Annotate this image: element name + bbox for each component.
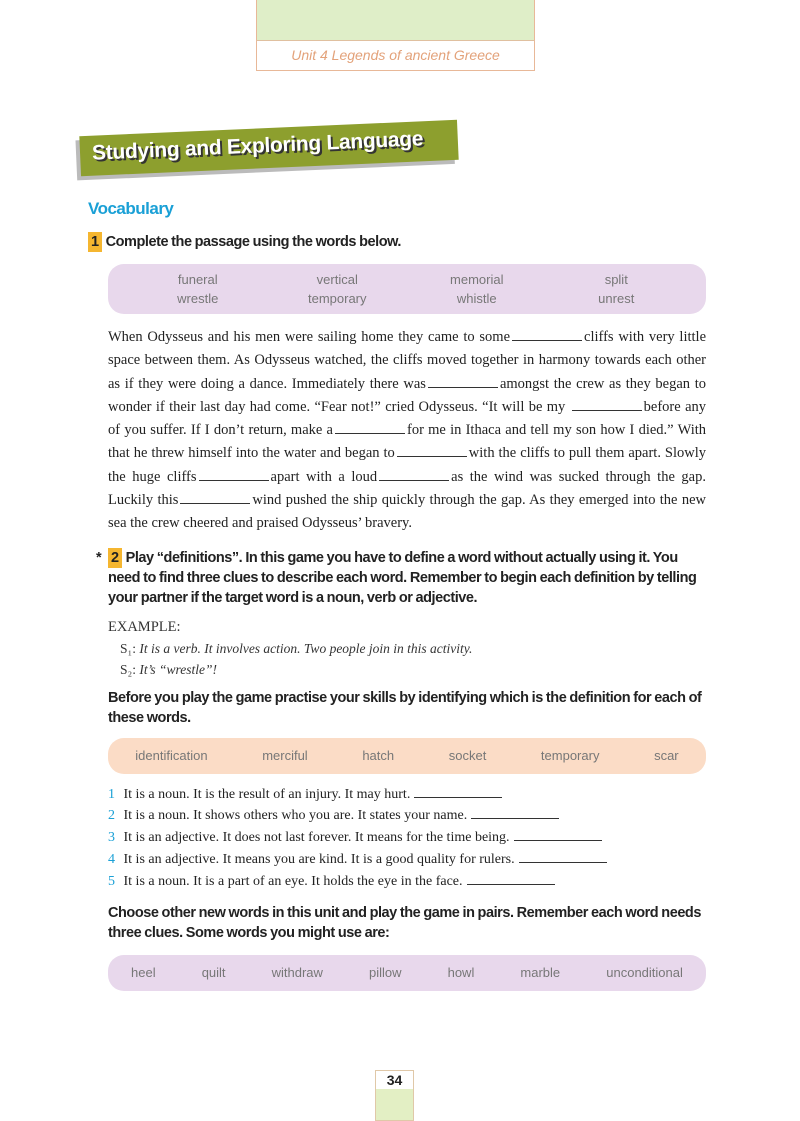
word: howl (447, 965, 475, 981)
list-item (108, 871, 706, 893)
example-text: It is a verb. It involves action. Two people join in this activity. (139, 640, 473, 656)
speaker-label: S₂: (120, 661, 136, 677)
before-instruction: Before you play the game practise your skills by identifying which is the definition for each of these words. (108, 689, 702, 726)
blank[interactable] (379, 468, 449, 481)
word: whistle (456, 291, 497, 306)
list-item (108, 827, 706, 849)
blank[interactable] (180, 491, 250, 504)
item-number: 3 (108, 830, 115, 846)
list-item (108, 784, 706, 806)
passage-text: as the wind was sucked through the gap. Luckily this (108, 468, 706, 509)
example-block (108, 638, 706, 680)
answer-blank[interactable] (519, 852, 607, 863)
word-box-1 (108, 264, 706, 314)
word: marble (520, 965, 561, 981)
word: temporary (540, 748, 600, 764)
choose-instruction: Choose other new words in this unit and play the game in pairs. Remember each word needs three clues. Some words you might use are: (108, 904, 701, 941)
exercise-number: 2 (108, 548, 122, 568)
item-number: 2 (108, 808, 115, 824)
word: identification (135, 748, 208, 764)
blank[interactable] (572, 398, 642, 411)
content-column (88, 0, 706, 1101)
word: withdraw (271, 965, 323, 981)
blank[interactable] (199, 468, 269, 481)
word: hatch (362, 748, 395, 764)
word: vertical (316, 272, 358, 287)
passage-text: When Odysseus and his men were sailing home they came to some (108, 329, 511, 345)
passage-text: with the cliffs to pull them apart. Slowly the huge cliffs (108, 445, 706, 485)
speaker-label: S₁: (120, 640, 136, 656)
word: pillow (369, 965, 402, 981)
word-row (108, 738, 706, 774)
word-row (108, 955, 706, 991)
item-number: 4 (108, 852, 115, 868)
word: quilt (201, 965, 226, 981)
answer-blank[interactable] (414, 787, 502, 798)
blank[interactable] (428, 375, 498, 388)
passage-text: cliffs with very little space between them. As Odysseus watched, the cliffs moved together in harmony towards each other as if they were doing a dance. Immediately there was (108, 329, 707, 392)
page-number: 34 (376, 1071, 413, 1089)
example-text: It’s “wrestle”! (139, 661, 217, 677)
example-s2 (120, 659, 706, 680)
word: funeral (177, 272, 218, 287)
page-number-tab (375, 1070, 414, 1121)
exercise-2-header (96, 548, 706, 608)
word: merciful (262, 748, 308, 764)
passage-text: wind pushed the ship quickly through the gap. As they emerged into the new sea the crew cheered and praised Odysseus’ bravery. (108, 492, 706, 532)
instruction-text: Complete the passage using the words below. (105, 234, 401, 250)
answer-blank[interactable] (467, 874, 555, 885)
section-heading: Vocabulary (88, 199, 174, 218)
answer-blank[interactable] (514, 830, 602, 841)
item-text: It is a noun. It is a part of an eye. It holds the eye in the face. (123, 873, 463, 889)
list-item (108, 849, 706, 871)
item-text: It is an adjective. It does not last forever. It means for the time being. (123, 830, 510, 846)
passage (108, 326, 706, 536)
word-box-3 (108, 955, 706, 991)
word: heel (131, 965, 156, 981)
exercise-number: 1 (88, 232, 102, 252)
banner-title: Studying and Exploring Language (91, 127, 424, 165)
item-number: 5 (108, 873, 115, 889)
word: unrest (598, 291, 635, 306)
unit-title: Unit 4 Legends of ancient Greece (256, 40, 535, 71)
example-label: EXAMPLE: (108, 618, 181, 635)
word: unconditional (606, 965, 683, 981)
word: socket (448, 748, 487, 764)
passage-text: apart with a loud (270, 468, 378, 485)
word: wrestle (177, 291, 219, 306)
passage-text: for me in Ithaca and tell my son how I died.” With that he threw himself into the water and began to (108, 422, 706, 462)
instruction-text: Play “definitions”. In this game you have to define a word without actually using it. You need to find three clues to describe each word. Remember to begin each definition by telling your partner if the target word is a noun, verb or adjective. (108, 549, 697, 606)
answer-blank[interactable] (471, 808, 559, 819)
blank[interactable] (335, 421, 405, 434)
list-item (108, 805, 706, 827)
exercise-1-instruction (88, 232, 706, 252)
passage-text: before any of you suffer. If I don’t return, make a (108, 398, 707, 439)
exercise-2-instruction (96, 548, 706, 608)
item-text: It is a noun. It is the result of an injury. It may hurt. (123, 786, 411, 802)
word: memorial (450, 272, 504, 287)
item-text: It is an adjective. It means you are kind. It is a good quality for rulers. (123, 852, 515, 868)
blank[interactable] (397, 444, 467, 457)
blank[interactable] (512, 328, 582, 341)
item-text: It is a noun. It shows others who you are. It states your name. (123, 808, 468, 824)
star-marker: * (96, 549, 102, 566)
example-s1 (120, 638, 706, 659)
page-tab-fill (376, 1089, 413, 1120)
word: temporary (307, 291, 367, 306)
exercise-2-body (108, 548, 706, 608)
word: scar (654, 748, 679, 764)
word: split (604, 272, 628, 287)
passage-text: amongst the crew as they began to wonder if their last day had come. “Fear not!” cried Odysseus. “It will be my (108, 375, 707, 415)
definition-list (108, 784, 706, 893)
word-box-2 (108, 738, 706, 774)
item-number: 1 (108, 786, 115, 802)
